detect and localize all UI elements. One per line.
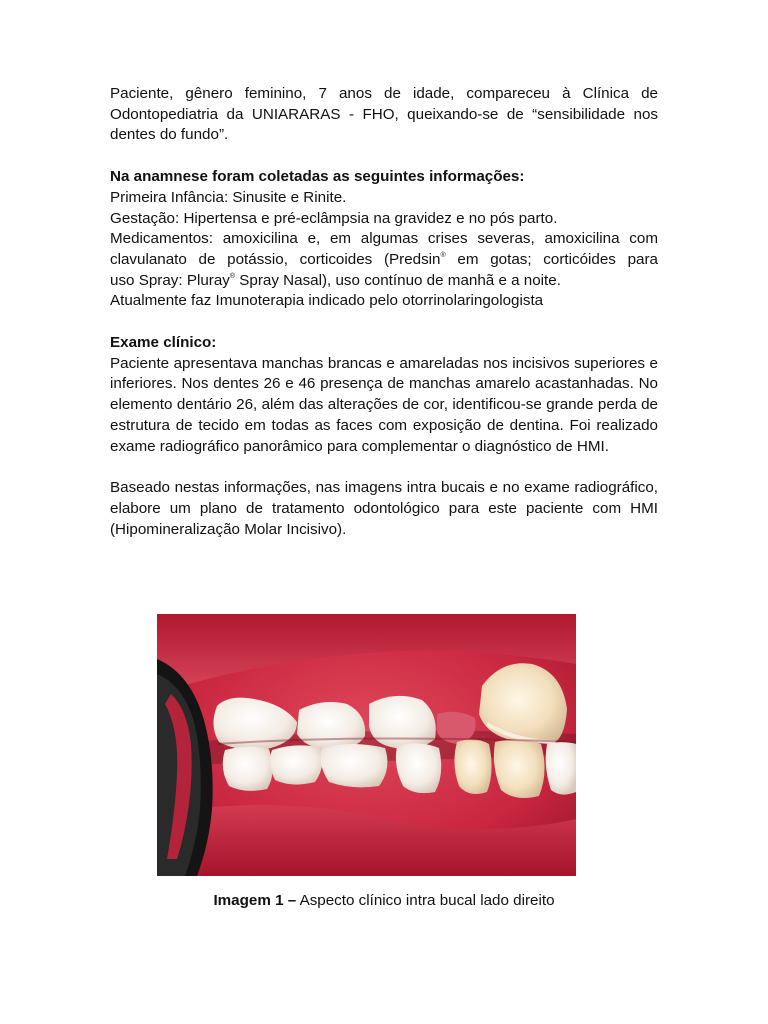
- medicamentos-text-3a: uso Spray: Pluray: [110, 271, 230, 289]
- gestacao-line: Gestação: Hipertensa e pré-eclâmpsia na gravidez e no pós parto.: [110, 209, 558, 227]
- medicamentos-text-3b: Spray Nasal), uso contínuo de manhã e a noite.: [235, 271, 561, 289]
- medicamentos-line-1: Medicamentos: amoxicilina e, em algumas crises severas, amoxicilina com: [110, 230, 658, 248]
- paragraph-gap: [110, 457, 658, 478]
- infancia-line: Primeira Infância: Sinusite e Rinite.: [110, 188, 347, 206]
- medicamentos-line-2: [110, 250, 658, 271]
- paragraph-gap: [110, 146, 658, 167]
- caption-text: Aspecto clínico intra bucal lado direito: [296, 892, 555, 909]
- registered-mark: ®: [229, 272, 236, 280]
- intraoral-photo-drawing: [157, 614, 576, 876]
- medicamentos-text-2a: clavulanato de potássio, corticoides (Predsin: [110, 250, 441, 268]
- intro-paragraph: Paciente, gênero feminino, 7 anos de idade, compareceu à Clínica de Odontopediatria da UNIARARAS - FHO, queixando-se de “sensibilidade nos dentes do fundo”.: [110, 85, 658, 144]
- exame-paragraph: Paciente apresentava manchas brancas e amareladas nos incisivos superiores e inferiores. Nos dentes 26 e 46 presença de manchas amarelo acastanhadas. No elemento dentário 26, além das alterações de cor, identificou-se grande perda de estrutura de tecido em todas as faces com exposição de dentina. Foi realizado exame radiográfico panorâmico para complementar o diagnóstico de HMI.: [110, 354, 658, 455]
- task-paragraph: Baseado nestas informações, nas imagens intra bucais e no exame radiográfico, elabore um plano de tratamento odontológico para este paciente com HMI (Hipomineralização Molar Incisivo).: [110, 479, 658, 538]
- case-text: [110, 84, 658, 540]
- paragraph-gap: [110, 312, 658, 333]
- imunoterapia-line: Atualmente faz Imunoterapia indicado pelo otorrinolaringologista: [110, 292, 544, 310]
- anamnese-heading: Na anamnese foram coletadas as seguintes informações:: [110, 168, 525, 186]
- medicamentos-text-2b: em gotas; corticóides para: [445, 250, 658, 268]
- medicamentos-line-3: [110, 271, 658, 292]
- figure-caption: [0, 891, 768, 911]
- registered-mark: ®: [440, 251, 446, 259]
- exame-heading: Exame clínico:: [110, 334, 217, 352]
- intraoral-photo: [157, 614, 576, 876]
- caption-label: Imagem 1 –: [213, 892, 297, 909]
